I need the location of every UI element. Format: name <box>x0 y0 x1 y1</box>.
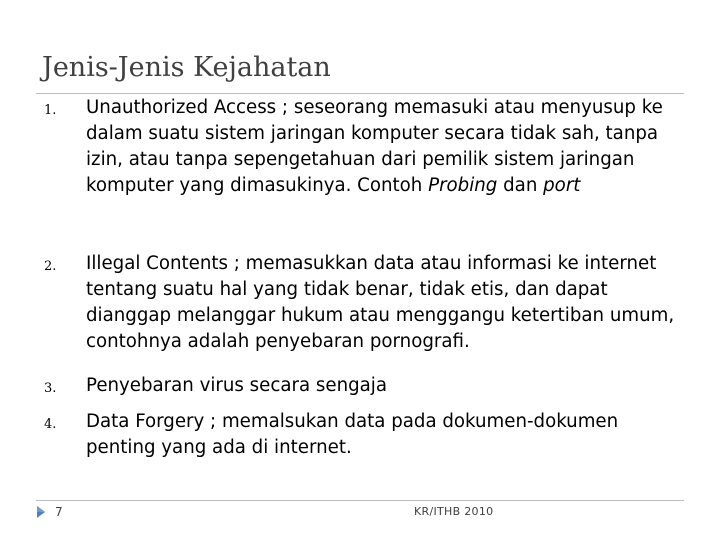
list-item-text: Data Forgery ; memalsukan data pada dokumen-dokumen penting yang ada di internet. <box>86 411 619 458</box>
emphasis-port: port <box>543 175 581 196</box>
item-text-part: dan <box>497 175 544 196</box>
item-text-part: Unauthorized Access ; seseorang memasuki atau menyusup ke dalam suatu sistem jaringan komputer secara tidak sah, tanpa izin, atau tanpa sepengetahuan dari pemilik sistem jaringan komputer yang dimasukinya. Contoh <box>86 97 663 196</box>
list-item-text: Illegal Contents ; memasukkan data atau informasi ke internet tentang suatu hal yang tidak benar, tidak etis, dan dapat dianggap melanggar hukum atau menggangu ketertiban umum, contohnya adalah penyebaran pornografi. <box>86 253 675 352</box>
title-divider <box>36 93 684 94</box>
list-number: 1. <box>44 103 57 118</box>
footer-text: KR/ITHB 2010 <box>414 505 494 518</box>
list-item-text <box>86 95 678 199</box>
slide-title: Jenis-Jenis Kejahatan <box>42 52 331 83</box>
list-item-text: Penyebaran virus secara sengaja <box>86 375 387 396</box>
list-number: 2. <box>44 259 57 274</box>
page-number: 7 <box>55 505 63 519</box>
triangle-bullet-icon <box>36 505 46 519</box>
footer-divider <box>36 500 684 501</box>
emphasis-probing: Probing <box>428 175 498 196</box>
list-number: 4. <box>44 417 57 432</box>
list-number: 3. <box>44 381 57 396</box>
